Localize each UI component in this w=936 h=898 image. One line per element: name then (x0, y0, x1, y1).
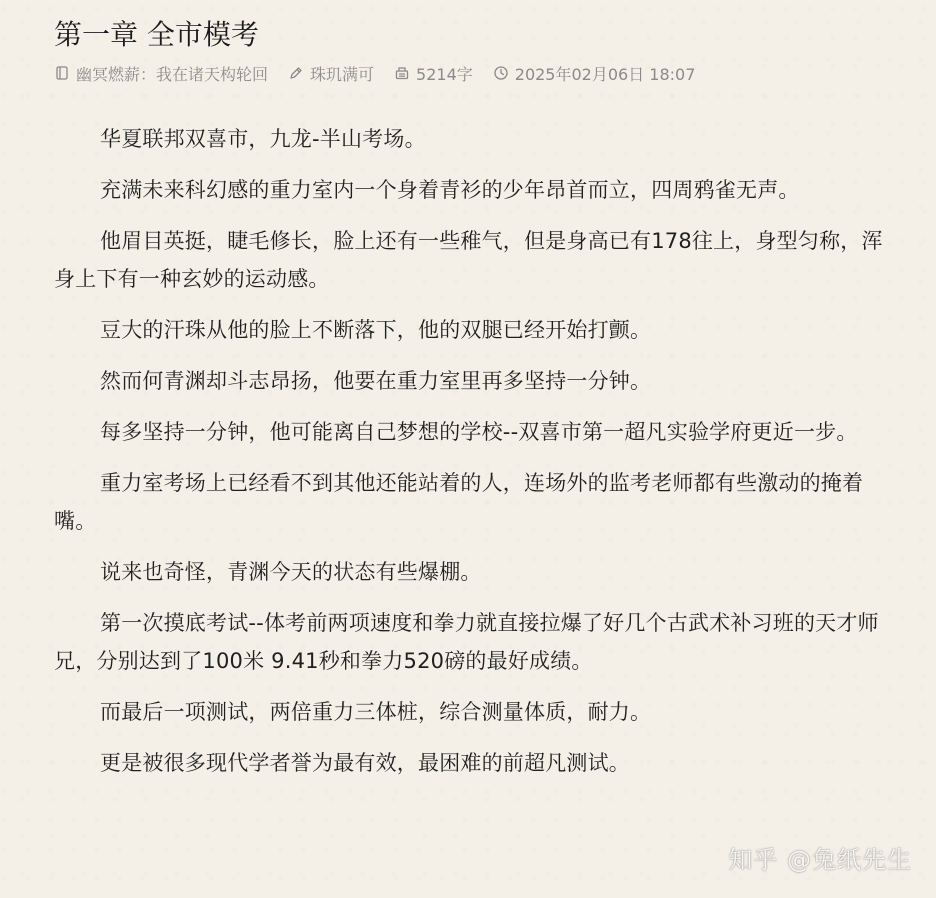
chapter-title: 第一章 全市模考 (54, 18, 259, 51)
paragraph: 说来也奇怪，青渊今天的状态有些爆棚。 (100, 560, 482, 584)
book-icon (54, 65, 70, 81)
pen-icon (288, 65, 304, 81)
paragraph: 更是被很多现代学者誉为最有效，最困难的前超凡测试。 (100, 751, 630, 775)
paragraph: 然而何青渊却斗志昂扬，他要在重力室里再多坚持一分钟。 (100, 369, 652, 393)
watermark: 知乎 @兔纸先生 (728, 846, 912, 874)
meta-word-count-value: 5214字 (416, 64, 473, 84)
chapter-content (54, 120, 894, 795)
meta-datetime-value: 2025年02月06日 18:07 (514, 64, 696, 84)
paragraph: 重力室考场上已经看不到其他还能站着的人，连场外的监考老师都有些激动的掩着嘴。 (54, 471, 864, 533)
paragraph: 每多坚持一分钟，他可能离自己梦想的学校--双喜市第一超凡实验学府更近一步。 (100, 420, 858, 444)
chapter-meta (54, 60, 715, 86)
paragraph: 充满未来科幻感的重力室内一个身着青衫的少年昂首而立，四周鸦雀无声。 (100, 178, 800, 202)
meta-book[interactable] (54, 62, 268, 85)
meta-word-count (394, 62, 473, 85)
paragraph: 豆大的汗珠从他的脸上不断落下，他的双腿已经开始打颤。 (100, 318, 652, 342)
meta-author-name: 珠玑满可 (310, 64, 375, 84)
meta-author[interactable] (288, 62, 374, 85)
meta-book-name: 幽冥燃薪：我在诸天构轮回 (76, 64, 269, 84)
clock-icon (493, 65, 509, 81)
document-icon (394, 65, 410, 81)
paragraph: 而最后一项测试，两倍重力三体桩，综合测量体质，耐力。 (100, 700, 652, 724)
meta-datetime (493, 62, 696, 85)
paragraph: 华夏联邦双喜市，九龙-半山考场。 (100, 127, 426, 151)
paragraph: 他眉目英挺，睫毛修长，脸上还有一些稚气，但是身高已有178往上，身型匀称，浑身上下有一种玄妙的运动感。 (54, 229, 883, 291)
paragraph: 第一次摸底考试--体考前两项速度和拳力就直接拉爆了好几个古武术补习班的天才师兄，分别达到了100米 9.41秒和拳力520磅的最好成绩。 (54, 611, 879, 673)
